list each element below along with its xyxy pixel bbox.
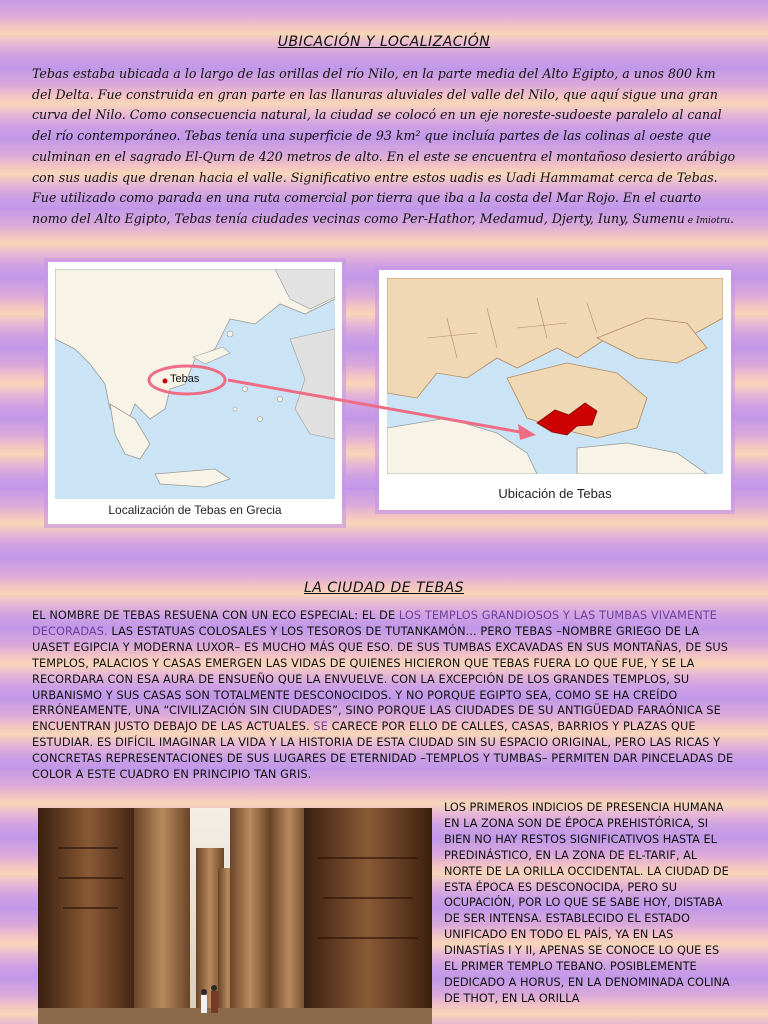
link-el-qurn[interactable]: El-Qurn: [185, 148, 236, 164]
paragraph-ciudad: [32, 608, 740, 783]
map-tebas: [387, 278, 723, 474]
column-right: [304, 808, 432, 1024]
link-mar-rojo[interactable]: Mar Rojo: [556, 190, 615, 206]
karnak-photo: [38, 808, 432, 1024]
link-medamud[interactable]: Medamud: [479, 210, 544, 226]
column-center-left: [134, 808, 190, 1024]
link-delta[interactable]: Delta: [55, 86, 90, 102]
person-body: [201, 995, 207, 1013]
link-uadi-hammamat[interactable]: Uadi Hammamat: [505, 169, 615, 185]
link-imiotru[interactable]: Imiotru: [695, 215, 731, 226]
link-desierto-arabigo[interactable]: desierto arábigo: [630, 148, 736, 164]
text-run: . Fue construida en gran parte en las: [89, 86, 331, 102]
link-se[interactable]: SE: [313, 720, 328, 734]
text-run: . En el cuarto: [614, 190, 702, 206]
text-run: ,: [543, 210, 552, 226]
link-sumenu[interactable]: Sumenu: [632, 210, 685, 226]
text-run: que drenan hacia el valle. Significativo entre estos uadis es: [117, 169, 506, 185]
heading-ciudad-tebas: LA CIUDAD DE TEBAS: [303, 580, 465, 596]
island: [233, 407, 237, 411]
link-valle-del-nilo[interactable]: valle del Nilo: [470, 86, 555, 102]
column-right-near: [270, 808, 308, 1024]
text-run: EL NOMBRE DE TEBAS RESUENA CON UN ECO ESPECIAL: EL DE: [32, 609, 399, 622]
link-templos[interactable]: LOS TEMPLOS GRANDIOSOS Y LAS TUMBAS VIVAMENTE DECORADAS.: [32, 609, 717, 638]
map-grecia-card: [48, 262, 342, 524]
paragraph-origenes: LOS PRIMEROS INDICIOS DE PRESENCIA HUMANA EN LA ZONA SON DE ÉPOCA PREHISTÓRICA, SI BIEN NO HAY RESTOS SIGNIFICATIVOS HASTA EL PREDINÁSTICO, EN LA ZONA DE EL-TARIF, AL NORTE DE LA ORILLA OCCIDENTAL. LA CIUDAD DE ESTA ÉPOCA ES DESCONOCIDA, PERO SU OCUPACIÓN, POR LO QUE SE SABE HOY, DISTABA DE SER INTENSA. ESTABLECIDO EL ESTADO UNIFICADO EN TODO EL PAÍS, YA EN LAS DINASTÍAS I Y II, APENAS SE CONOCE LO QUE ES EL PRIMER TEMPLO TEBANO. POSIBLEMENTE DEDICADO A HORUS, EN LA DENOMINADA COLINA DE THOT, EN LA ORILLA: [444, 801, 730, 1005]
link-nomo[interactable]: nomo: [32, 210, 68, 226]
text-run: ,: [471, 210, 480, 226]
link-alto-egipto[interactable]: Alto Egipto: [542, 66, 615, 81]
column-left: [38, 808, 140, 1024]
text-run: , a unos 800 km del: [32, 66, 716, 102]
text-run: ,: [624, 210, 633, 226]
city-dot: [163, 379, 168, 384]
text-run: , en la parte media del: [394, 66, 543, 81]
island: [227, 331, 233, 337]
text-run: LAS ESTATUAS COLOSALES Y LOS TESOROS DE TUTANKAMÓN... PERO TEBAS –NOMBRE GRIEGO DE LA UASET EGIPCIA Y MODERNA LUXOR– ES MUCHO MÁS QUE ESO. DE SUS TUMBAS EXCAVADAS EN SUS MONTAÑAS, DE SUS TEMPLOS, PALACIOS Y CASAS EMERGEN LAS VIDAS DE QUIENES HICIERON QUE TEBAS FUERA LO QUE FUE, Y SE LA RECORDARA CON ESA AURA DE ENSUEÑO QUE LA ENVUELVE. CON LA EXCEPCIÓN DE LOS GRANDES TEMPLOS, SU URBANISMO Y SUS CASAS SON TOTALMENTE DESCONOCIDOS. Y NO PORQUE EGIPTO SEA, COMO SE HA CREÍDO ERRÓNEAMENTE, UNA “CIVILIZACIÓN SIN CIUDADES”, SINO PORQUE LAS CIUDADES DE SU ANTIGÜEDAD FARAÓNICA SE ENCUENTRAN JUSTO DEBAJO DE LAS ACTUALES.: [32, 624, 729, 734]
link-llanuras-aluviales[interactable]: llanuras aluviales: [330, 86, 443, 102]
link-djerty[interactable]: Djerty: [551, 210, 590, 226]
karnak-columns-illustration: [38, 808, 432, 1024]
link-rio-nilo[interactable]: río Nilo: [346, 66, 395, 81]
heading-ubicacion: UBICACIÓN Y LOCALIZACIÓN: [277, 34, 491, 50]
link-per-hathor[interactable]: Per-Hathor: [402, 210, 472, 226]
text-run: CARECE POR ELLO DE CALLES, CASAS, BARRIOS Y PLAZAS QUE ESTUDIAR. ES DIFÍCIL IMAGINAR LA VIDA Y LA HISTORIA DE ESTA CIUDAD SIN SU ESPACIO ORIGINAL, PERO LAS RICAS Y CONCRETAS REPRESENTACIONES DE SUS LUGARES DE ETERNIDAD –TEMPLOS Y TUMBAS– PERMITEN DAR PINCELADAS DE COLOR A ESTE CUADRO EN PRINCIPIO TAN GRIS.: [32, 720, 734, 782]
text-run: cerca de Tebas. Fue utilizado como parada en una ruta comercial por tierra que iba a la costa del: [32, 169, 718, 206]
island: [278, 397, 283, 402]
person-body: [211, 991, 218, 1013]
text-run: del: [443, 86, 471, 102]
text-run: Tebas estaba ubicada a lo largo de las orillas del: [32, 66, 347, 81]
person-head: [211, 985, 217, 991]
map-tebas-card: [379, 270, 731, 510]
text-run: con sus: [32, 169, 84, 185]
text-run: e: [684, 215, 696, 226]
link-iuny[interactable]: Iuny: [597, 210, 625, 226]
island: [243, 387, 248, 392]
map-label-tebas: Tebas: [170, 373, 200, 385]
caption-ubicacion: Ubicación de Tebas: [498, 486, 612, 501]
ground: [38, 1008, 432, 1024]
link-uadis[interactable]: uadis: [83, 169, 118, 185]
text-run: del Alto Egipto, Tebas tenía ciudades vecinas como: [67, 210, 403, 226]
text-run: , que aquí sigue una gran curva del Nilo. Como consecuencia natural, la ciudad se colocó en un eje noreste-sudoeste paralelo al canal del río contemporáneo. Tebas tenía una superficie de 93 km² que incluía partes de las colinas al oeste que culminan en el sagrado: [32, 86, 722, 164]
text-run: de 420 metros de alto. En el este se encuentra el montañoso: [235, 148, 631, 164]
column-center-right: [230, 808, 270, 1024]
person-head: [201, 989, 207, 995]
caption-localizacion: Localización de Tebas en Grecia: [108, 503, 282, 517]
island: [258, 417, 263, 422]
text-run: ,: [589, 210, 598, 226]
paragraph-ubicacion: [32, 64, 738, 232]
text-run: .: [730, 210, 735, 226]
